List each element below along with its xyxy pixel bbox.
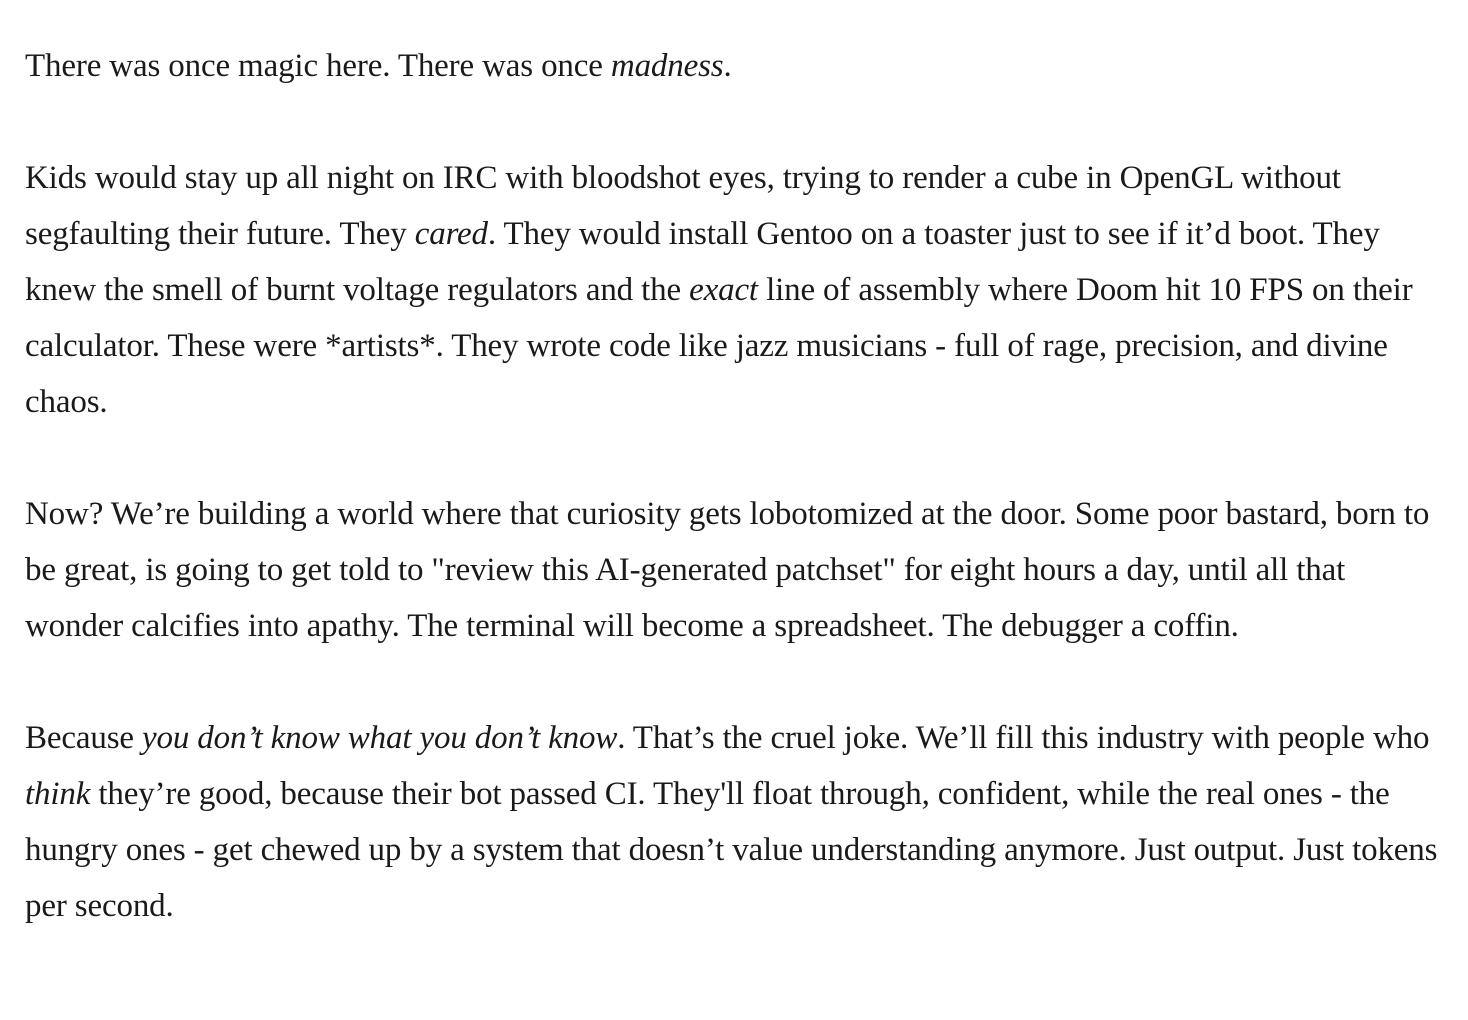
paragraph-4 (25, 710, 1443, 934)
text-segment: . They would install Gentoo on a toaster just to see if it’d boot. They knew the smell of burnt voltage regulators and the (25, 216, 1380, 308)
emphasis-text: think (25, 776, 91, 812)
text-segment: they’re good, because their bot passed CI. They'll float through, confident, while the real ones - the hungry ones - get chewed up by a system that doesn’t value understanding anymore. Just output. Just tokens per second. (25, 776, 1438, 924)
text-segment: line of assembly where Doom hit 10 FPS on their calculator. These were *artists*. They wrote code like jazz musicians - full of rage, precision, and divine chaos. (25, 272, 1413, 420)
emphasis-text: exact (689, 272, 758, 308)
text-segment: . That’s the cruel joke. We’ll fill this industry with people who (617, 720, 1430, 756)
text-segment: There was once magic here. There was once (25, 48, 611, 84)
text-segment: . (723, 48, 732, 84)
paragraph-2 (25, 150, 1443, 430)
paragraph-3 (25, 486, 1443, 654)
text-segment: Now? We’re building a world where that curiosity gets lobotomized at the door. Some poor bastard, born to be great, is going to get told to "review this AI-generated patchset" for eight hours a day, until all that wonder calcifies into apathy. The terminal will become a spreadsheet. The debugger a coffin. (25, 496, 1430, 644)
emphasis-text: cared (414, 216, 488, 252)
paragraph-1 (25, 38, 1443, 94)
emphasis-text: madness (610, 48, 724, 84)
text-segment: Kids would stay up all night on IRC with bloodshot eyes, trying to render a cube in OpenGL without segfaulting their future. They (25, 160, 1341, 252)
emphasis-text: you don’t know what you don’t know (142, 720, 618, 756)
text-segment: Because (25, 720, 142, 756)
